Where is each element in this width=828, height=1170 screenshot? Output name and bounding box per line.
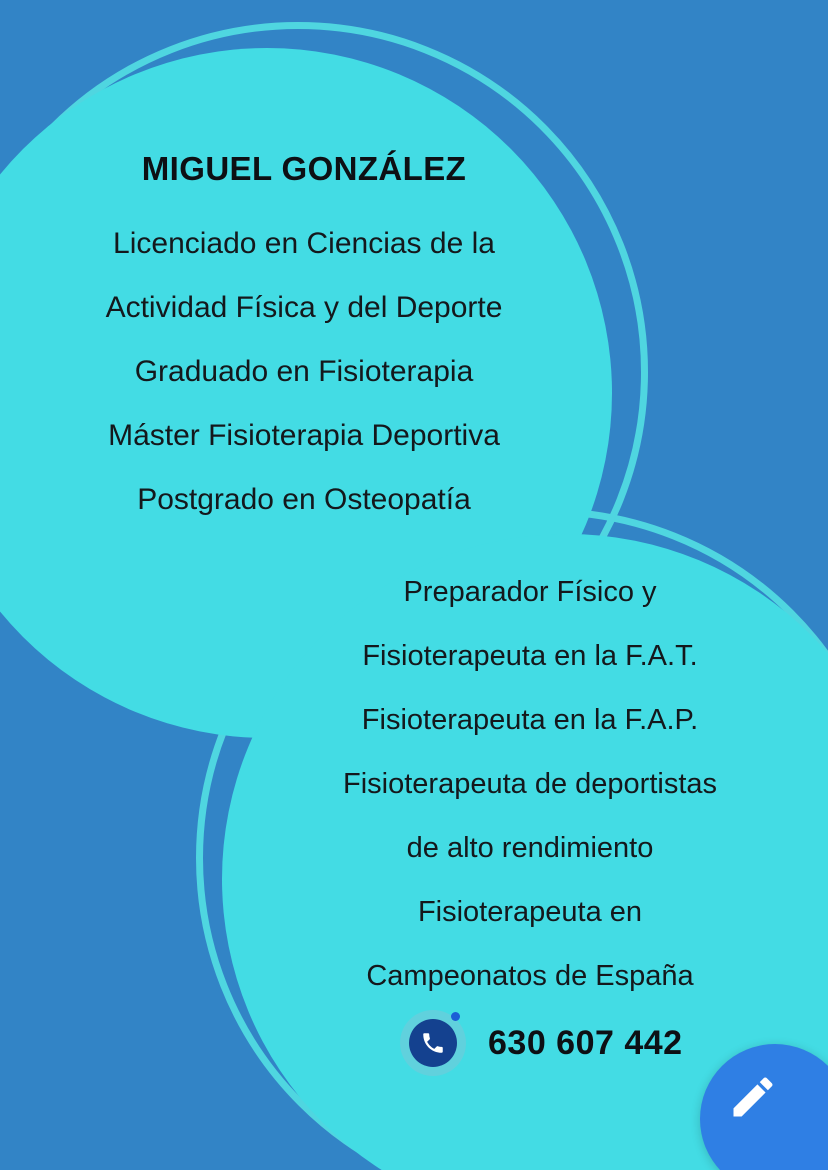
- phone-icon[interactable]: [400, 1010, 466, 1076]
- phone-icon-disc: [409, 1019, 457, 1067]
- experience-line: Fisioterapeuta en: [417, 896, 643, 928]
- experience-block: [250, 560, 810, 1008]
- experience-line: Fisioterapeuta en la F.A.P.: [361, 704, 699, 736]
- profile-name: MIGUEL GONZÁLEZ: [141, 150, 467, 187]
- credential-line: Máster Fisioterapia Deportiva: [108, 419, 500, 452]
- experience-line: Fisioterapeuta de deportistas: [343, 768, 717, 800]
- experience-line: Fisioterapeuta en la F.A.T.: [362, 640, 698, 672]
- credential-line: Actividad Física y del Deporte: [105, 291, 503, 324]
- experience-line: Preparador Físico y: [403, 576, 657, 608]
- pencil-icon: [727, 1071, 779, 1123]
- phone-number[interactable]: 630 607 442: [488, 1023, 683, 1062]
- credentials-block: [24, 150, 584, 532]
- experience-line: Campeonatos de España: [366, 960, 694, 992]
- phone-icon-dot: [451, 1012, 460, 1021]
- credential-line: Licenciado en Ciencias de la: [113, 227, 495, 260]
- credential-line: Postgrado en Osteopatía: [137, 483, 471, 516]
- contact-row[interactable]: [400, 1010, 683, 1076]
- credential-line: Graduado en Fisioterapia: [134, 355, 474, 388]
- experience-line: de alto rendimiento: [406, 832, 654, 864]
